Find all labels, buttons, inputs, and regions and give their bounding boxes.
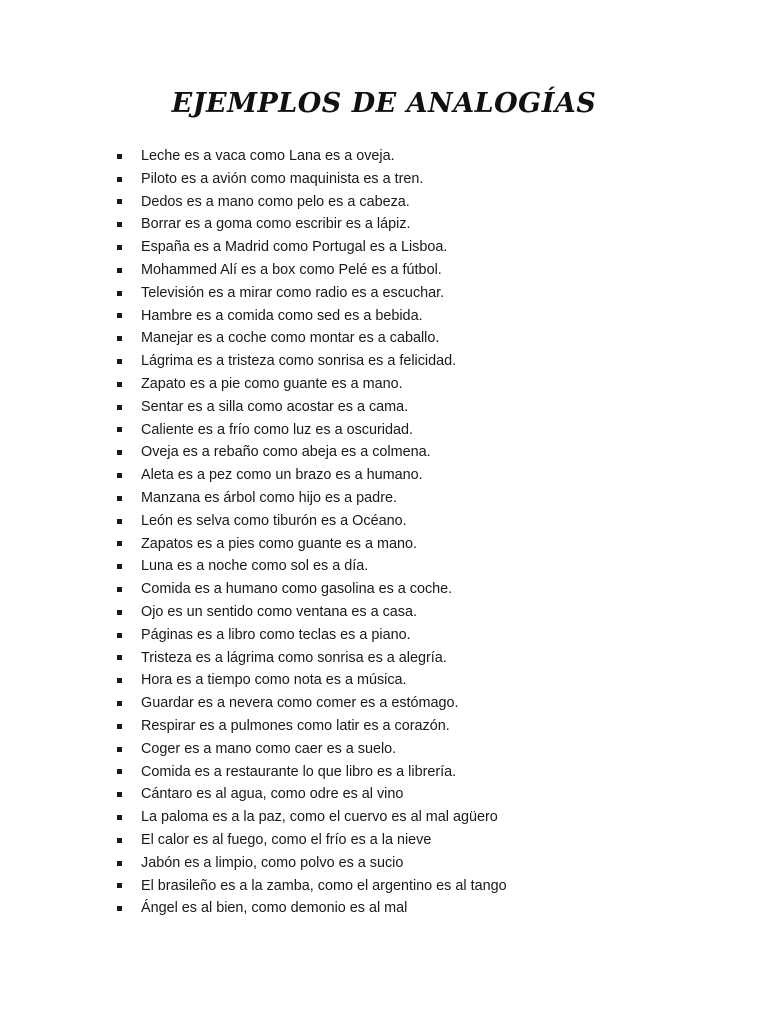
list-item-text: Guardar es a nevera como comer es a estómago. bbox=[141, 695, 459, 712]
list-item-text: Hora es a tiempo como nota es a música. bbox=[141, 672, 407, 689]
list-item bbox=[112, 145, 732, 168]
list-item-text: Oveja es a rebaño como abeja es a colmena. bbox=[141, 444, 431, 461]
square-bullet-icon bbox=[117, 610, 122, 615]
square-bullet-icon bbox=[117, 655, 122, 660]
list-item-text: Tristeza es a lágrima como sonrisa es a alegría. bbox=[141, 649, 447, 666]
square-bullet-icon bbox=[117, 541, 122, 546]
list-item bbox=[112, 259, 732, 282]
list-item bbox=[112, 236, 732, 259]
list-item-text: Borrar es a goma como escribir es a lápiz. bbox=[141, 216, 411, 233]
list-item-text: Piloto es a avión como maquinista es a tren. bbox=[141, 170, 424, 187]
square-bullet-icon bbox=[117, 906, 122, 911]
list-item-text: Televisión es a mirar como radio es a escuchar. bbox=[141, 284, 445, 301]
square-bullet-icon bbox=[117, 473, 122, 478]
square-bullet-icon bbox=[117, 199, 122, 204]
list-item-text: Zapatos es a pies como guante es a mano. bbox=[141, 535, 417, 552]
list-item bbox=[112, 761, 732, 784]
list-item-text: La paloma es a la paz, como el cuervo es al mal agüero bbox=[141, 809, 498, 826]
list-item-text: Zapato es a pie como guante es a mano. bbox=[141, 375, 403, 392]
list-item bbox=[112, 168, 732, 191]
square-bullet-icon bbox=[117, 313, 122, 318]
list-item bbox=[112, 783, 732, 806]
list-item bbox=[112, 555, 732, 578]
list-item bbox=[112, 327, 732, 350]
list-item bbox=[112, 692, 732, 715]
square-bullet-icon bbox=[117, 427, 122, 432]
square-bullet-icon bbox=[117, 450, 122, 455]
list-item bbox=[112, 806, 732, 829]
square-bullet-icon bbox=[117, 268, 122, 273]
list-item-text: Manejar es a coche como montar es a caballo. bbox=[141, 330, 440, 347]
list-item-text: Jabón es a limpio, como polvo es a sucio bbox=[141, 854, 404, 871]
list-item bbox=[112, 829, 732, 852]
list-item-text: El calor es al fuego, como el frío es a la nieve bbox=[141, 831, 432, 848]
square-bullet-icon bbox=[117, 564, 122, 569]
list-item-text: León es selva como tiburón es a Océano. bbox=[141, 512, 407, 529]
square-bullet-icon bbox=[117, 815, 122, 820]
square-bullet-icon bbox=[117, 177, 122, 182]
square-bullet-icon bbox=[117, 336, 122, 341]
square-bullet-icon bbox=[117, 519, 122, 524]
list-item-text: Caliente es a frío como luz es a oscuridad. bbox=[141, 421, 413, 438]
square-bullet-icon bbox=[117, 701, 122, 706]
list-item bbox=[112, 419, 732, 442]
list-item-text: Sentar es a silla como acostar es a cama. bbox=[141, 398, 409, 415]
list-item bbox=[112, 464, 732, 487]
list-item bbox=[112, 669, 732, 692]
square-bullet-icon bbox=[117, 724, 122, 729]
list-item bbox=[112, 601, 732, 624]
list-item bbox=[112, 624, 732, 647]
list-item-text: Páginas es a libro como teclas es a piano. bbox=[141, 626, 411, 643]
square-bullet-icon bbox=[117, 838, 122, 843]
list-item bbox=[112, 487, 732, 510]
square-bullet-icon bbox=[117, 245, 122, 250]
list-item bbox=[112, 441, 732, 464]
list-item bbox=[112, 578, 732, 601]
list-item bbox=[112, 373, 732, 396]
square-bullet-icon bbox=[117, 496, 122, 501]
list-item-text: Hambre es a comida como sed es a bebida. bbox=[141, 307, 423, 324]
square-bullet-icon bbox=[117, 883, 122, 888]
square-bullet-icon bbox=[117, 359, 122, 364]
list-item-text: Cántaro es al agua, como odre es al vino bbox=[141, 786, 404, 803]
list-item bbox=[112, 191, 732, 214]
list-item-text: Lágrima es a tristeza como sonrisa es a felicidad. bbox=[141, 353, 457, 370]
square-bullet-icon bbox=[117, 769, 122, 774]
list-item bbox=[112, 510, 732, 533]
list-item-text: Ojo es un sentido como ventana es a casa. bbox=[141, 603, 417, 620]
list-item bbox=[112, 715, 732, 738]
list-item bbox=[112, 350, 732, 373]
list-item-text: Mohammed Alí es a box como Pelé es a fútbol. bbox=[141, 261, 442, 278]
list-item-text: Luna es a noche como sol es a día. bbox=[141, 558, 369, 575]
list-item-text: Manzana es árbol como hijo es a padre. bbox=[141, 489, 397, 506]
list-item bbox=[112, 305, 732, 328]
square-bullet-icon bbox=[117, 291, 122, 296]
list-item-text: España es a Madrid como Portugal es a Lisboa. bbox=[141, 239, 448, 256]
list-item-text: Ángel es al bien, como demonio es al mal bbox=[141, 900, 408, 917]
square-bullet-icon bbox=[117, 382, 122, 387]
list-item bbox=[112, 647, 732, 670]
square-bullet-icon bbox=[117, 792, 122, 797]
list-item-text: Aleta es a pez como un brazo es a humano. bbox=[141, 467, 423, 484]
list-item-text: Comida es a restaurante lo que libro es a librería. bbox=[141, 763, 457, 780]
list-item bbox=[112, 852, 732, 875]
list-item-text: Comida es a humano como gasolina es a coche. bbox=[141, 581, 453, 598]
list-item bbox=[112, 396, 732, 419]
list-item bbox=[112, 738, 732, 761]
analogy-list bbox=[112, 145, 732, 920]
square-bullet-icon bbox=[117, 633, 122, 638]
square-bullet-icon bbox=[117, 678, 122, 683]
square-bullet-icon bbox=[117, 405, 122, 410]
square-bullet-icon bbox=[117, 154, 122, 159]
square-bullet-icon bbox=[117, 747, 122, 752]
list-item-text: El brasileño es a la zamba, como el argentino es al tango bbox=[141, 877, 507, 894]
list-item bbox=[112, 875, 732, 898]
list-item bbox=[112, 897, 732, 920]
square-bullet-icon bbox=[117, 587, 122, 592]
list-item bbox=[112, 282, 732, 305]
list-item bbox=[112, 213, 732, 236]
list-item-text: Coger es a mano como caer es a suelo. bbox=[141, 740, 397, 757]
square-bullet-icon bbox=[117, 861, 122, 866]
list-item bbox=[112, 533, 732, 556]
list-item-text: Leche es a vaca como Lana es a oveja. bbox=[141, 148, 395, 164]
list-item-text: Respirar es a pulmones como latir es a corazón. bbox=[141, 717, 450, 734]
page-title: EJEMPLOS DE ANALOGÍAS bbox=[171, 88, 597, 119]
list-item-text: Dedos es a mano como pelo es a cabeza. bbox=[141, 193, 410, 210]
square-bullet-icon bbox=[117, 222, 122, 227]
